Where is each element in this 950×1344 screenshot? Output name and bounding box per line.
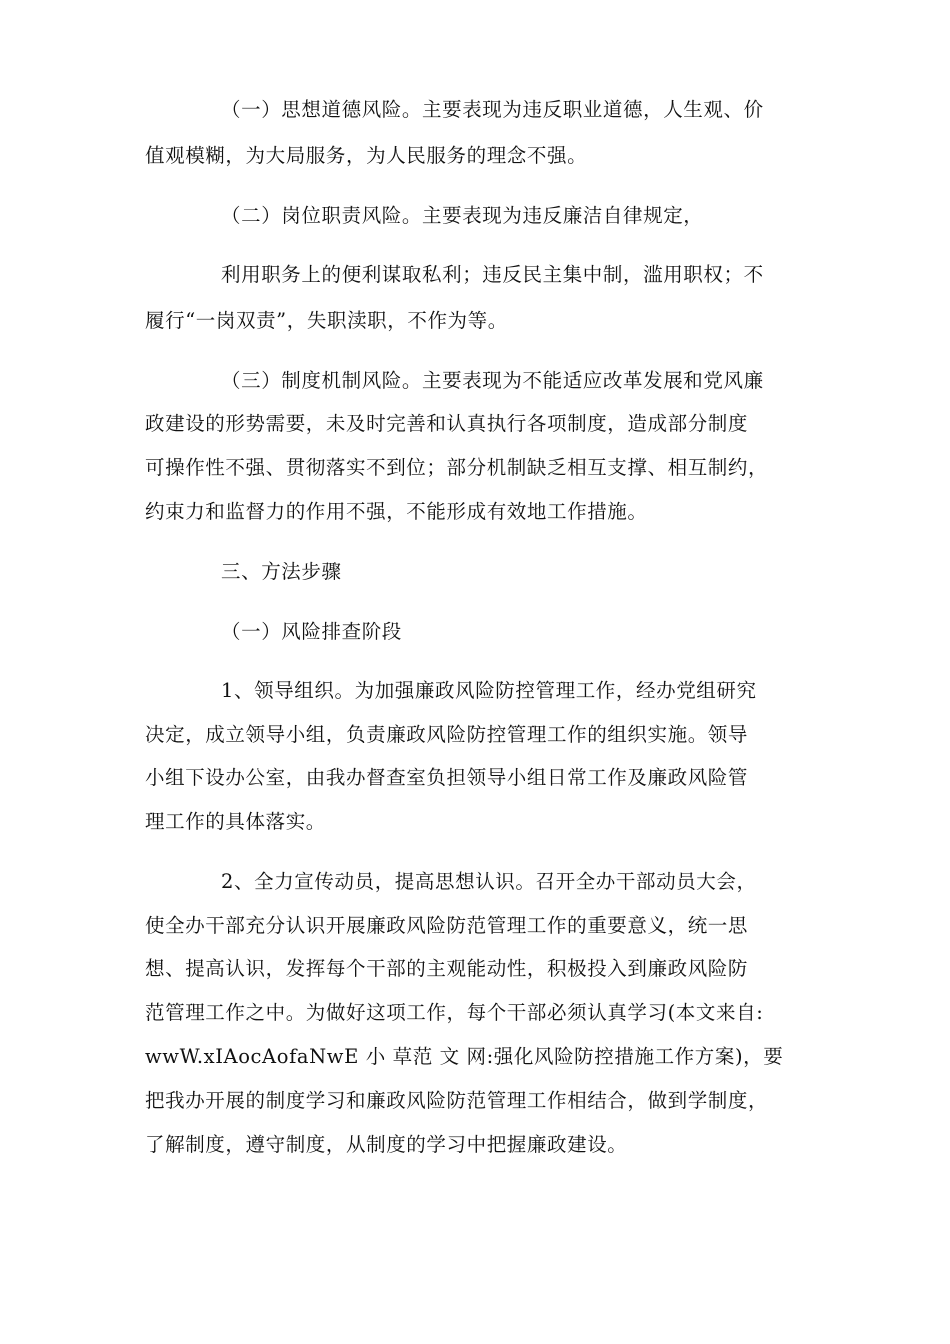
paragraph-line: 范管理工作之中。为做好这项工作，每个干部必须认真学习(本文来自: — [145, 1001, 764, 1024]
paragraph-line: 决定，成立领导小组，负责廉政风险防控管理工作的组织实施。领导 — [145, 723, 749, 746]
paragraph-line: 小组下设办公室，由我办督查室负担领导小组日常工作及廉政风险管 — [145, 766, 749, 789]
paragraph-line: 想、提高认识，发挥每个干部的主观能动性，积极投入到廉政风险防 — [145, 957, 749, 980]
paragraph-line: 使全办干部充分认识开展廉政风险防范管理工作的重要意义，统一思 — [145, 914, 749, 937]
paragraph-line: 值观模糊，为大局服务，为人民服务的理念不强。 — [145, 144, 588, 167]
paragraph-line: 把我办开展的制度学习和廉政风险防范管理工作相结合，做到学制度， — [145, 1089, 769, 1112]
paragraph-line: 约束力和监督力的作用不强，不能形成有效地工作措施。 — [145, 500, 648, 523]
paragraph-line: 政建设的形势需要，未及时完善和认真执行各项制度，造成部分制度 — [145, 412, 749, 435]
paragraph-line: 利用职务上的便利谋取私利；违反民主集中制，滥用职权；不 — [221, 263, 764, 286]
paragraph-line: 2、全力宣传动员，提高思想认识。召开全办干部动员大会， — [221, 870, 757, 893]
paragraph-line: 理工作的具体落实。 — [145, 810, 326, 833]
paragraph-line: wwW.xIAocAofaNwE 小 草范 文 网:强化风险防控措施工作方案)，要 — [145, 1045, 784, 1068]
paragraph-line: 可操作性不强、贯彻落实不到位；部分机制缺乏相互支撑、相互制约， — [145, 456, 769, 479]
paragraph-line: （三）制度机制风险。主要表现为不能适应改革发展和党风廉 — [221, 369, 764, 392]
paragraph-line: 了解制度，遵守制度，从制度的学习中把握廉政建设。 — [145, 1133, 628, 1156]
paragraph-line: （一）思想道德风险。主要表现为违反职业道德，人生观、价 — [221, 98, 764, 121]
paragraph-line: 履行“一岗双责”，失职渎职，不作为等。 — [145, 309, 508, 332]
paragraph-line: 1、领导组织。为加强廉政风险防控管理工作，经办党组研究 — [221, 679, 757, 702]
subsection-heading: （一）风险排查阶段 — [221, 620, 402, 643]
section-heading: 三、方法步骤 — [221, 560, 342, 583]
paragraph-line: （二）岗位职责风险。主要表现为违反廉洁自律规定， — [221, 204, 704, 227]
